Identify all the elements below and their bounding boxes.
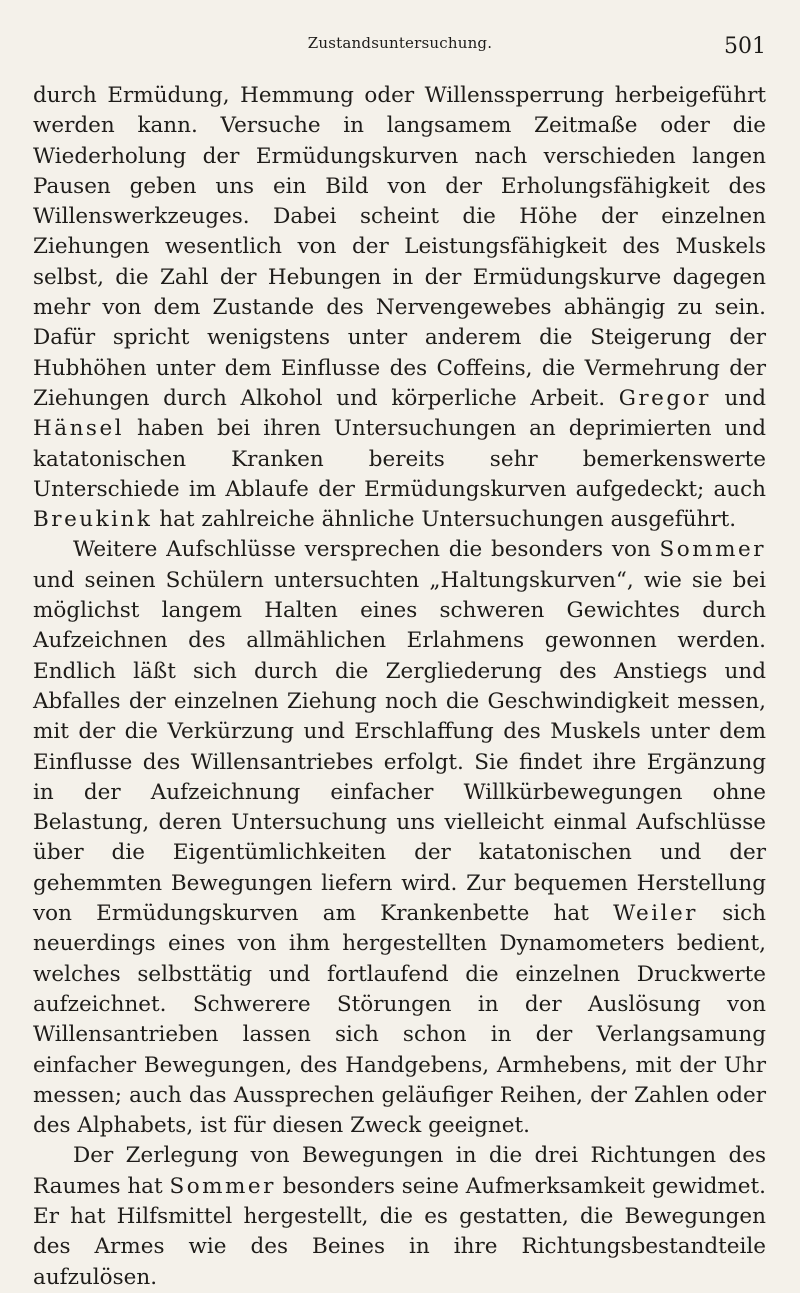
running-head-title: Zustandsuntersuchung. (307, 34, 493, 52)
text-segment: und seinen Schülern untersuchten „Haltungskurven“, wie sie bei möglichst langem Halten eines schweren Gewichtes durch Aufzeichnen des allmählichen Erlahmens gewonnen werden. Endlich läßt sich durch die Zergliederung des Anstiegs und Abfalles der einzelnen Ziehung noch die Geschwindigkeit messen, mit der die Verkürzung und Erschlaffung des Muskels unter dem Einflusse des Willensantriebes erfolgt. Sie findet ihre Ergänzung in der Aufzeichnung einfacher Willkürbewegungen ohne Belastung, deren Untersuchung uns vielleicht einmal Aufschlüsse über die Eigentümlichkeiten der katatonischen und der gehemmten Bewegungen liefern wird. Zur bequemen Herstellung von Ermüdungskurven am Krankenbette hat (33, 567, 766, 927)
page-number: 501 (724, 34, 766, 59)
author-name: Sommer (169, 1173, 276, 1199)
text-segment: besonders seine Aufmerksamkeit gewidmet. Er hat Hilfsmittel hergestellt, die es gestatten, die Bewegungen des Armes wie des Beines in ihre Richtungsbestandteile aufzulösen. (33, 1173, 766, 1290)
text-segment: Weitere Aufschlüsse versprechen die besonders von (73, 537, 660, 563)
author-name: Sommer (659, 537, 766, 563)
paragraph (33, 535, 766, 1141)
text-segment: hat zahlreiche ähnliche Untersuchungen ausgeführt. (152, 507, 737, 533)
text-segment: und (710, 385, 766, 411)
paragraph (33, 1141, 766, 1292)
paragraph (33, 81, 766, 535)
text-segment: sich neuerdings eines von ihm hergestellten Dynamometers bedient, welches selbsttätig und fortlaufend die einzelnen Druckwerte aufzeichnet. Schwerere Störungen in der Auslösung von Willensantrieben lassen sich schon in der Verlangsamung einfacher Bewegungen, des Handgebens, Armhebens, mit der Uhr messen; auch das Aussprechen geläufiger Reihen, der Zahlen oder des Alphabets, ist für diesen Zweck geeignet. (33, 901, 766, 1139)
author-name: Breukink (33, 507, 153, 533)
author-name: Hänsel (33, 416, 125, 442)
running-head (0, 34, 800, 58)
author-name: Gregor (618, 385, 711, 411)
body-text (33, 81, 766, 1293)
text-segment: durch Ermüdung, Hemmung oder Willenssperrung herbeigeführt werden kann. Versuche in langsamem Zeitmaße oder die Wiederholung der Ermüdungskurven nach verschieden langen Pausen geben uns ein Bild von der Erholungsfähigkeit des Willenswerkzeuges. Dabei scheint die Höhe der einzelnen Ziehungen wesentlich von der Leistungsfähigkeit des Muskels selbst, die Zahl der Hebungen in der Ermüdungskurve dagegen mehr von dem Zustande des Nervengewebes abhängig zu sein. Dafür spricht wenigstens unter anderem die Steigerung der Hubhöhen unter dem Einflusse des Coffeins, die Vermehrung der Ziehungen durch Alkohol und körperliche Arbeit. (33, 83, 766, 411)
author-name: Weiler (613, 901, 698, 927)
text-segment: haben bei ihren Untersuchungen an deprimierten und katatonischen Kranken bereits sehr bemerkenswerte Unterschiede im Ablaufe der Ermüdungskurven aufgedeckt; auch (33, 416, 766, 502)
text-segment: Der Zerlegung von Bewegungen in die drei Richtungen des Raumes hat (33, 1143, 766, 1199)
